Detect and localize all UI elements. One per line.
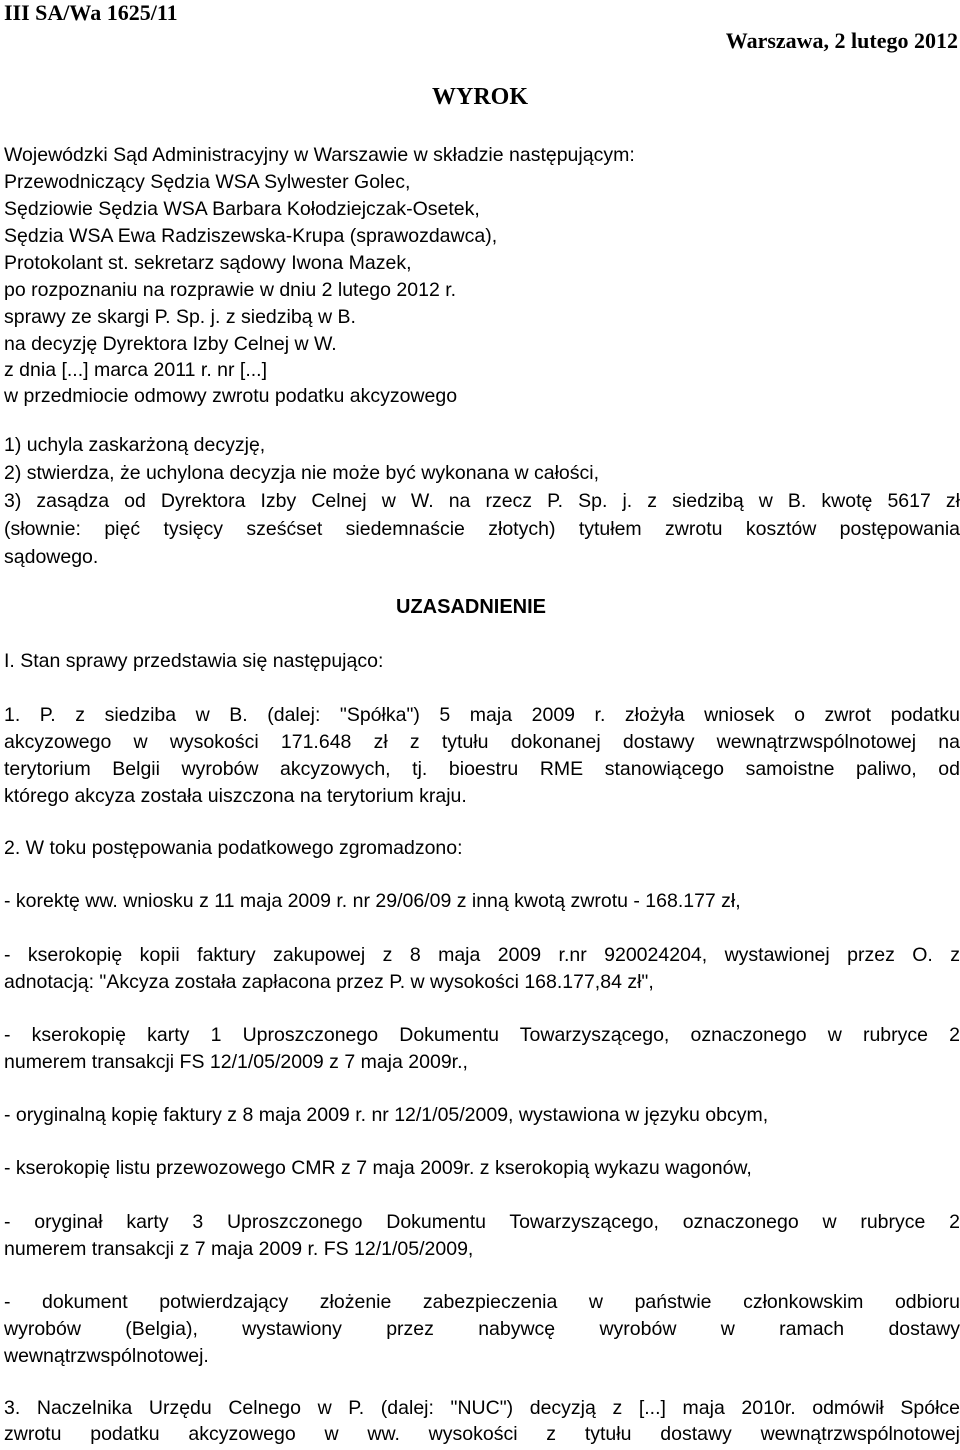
evidence-item-continued: numerem transakcji FS 12/1/05/2009 z 7 maja 2009r., (4, 1051, 468, 1073)
evidence-item: - korektę ww. wniosku z 11 maja 2009 r. nr 29/06/09 z inną kwotą zwrotu - 168.177 zł, (4, 890, 741, 912)
ruling-item: 2) stwierdza, że uchylona decyzja nie może być wykonana w całości, (4, 462, 600, 484)
composition-line: Protokolant st. sekretarz sądowy Iwona Mazek, (4, 252, 412, 274)
place-date: Warszawa, 2 lutego 2012 (725, 28, 958, 53)
evidence-item-continued: adnotacją: "Akcyza została zapłacona przez P. w wysokości 168.177,84 zł", (4, 971, 654, 993)
ruling-item: 3) zasądza od Dyrektora Izby Celnej w W. na rzecz P. Sp. j. z siedzibą w B. kwotę 5617 zł (4, 490, 960, 512)
paragraph-line: 3. Naczelnika Urzędu Celnego w P. (dalej: "NUC") decyzją z [...] maja 2010r. odmówił Spółce (4, 1397, 960, 1419)
evidence-item: - oryginał karty 3 Uproszczonego Dokumentu Towarzyszącego, oznaczonego w rubryce 2 (4, 1211, 960, 1233)
composition-line: sprawy ze skargi P. Sp. j. z siedzibą w B. (4, 306, 356, 328)
section-heading: I. Stan sprawy przedstawia się następująco: (4, 650, 384, 672)
composition-line: na decyzję Dyrektora Izby Celnej w W. (4, 333, 337, 355)
evidence-item-continued: wewnątrzwspólnotowej. (4, 1345, 209, 1367)
composition-line: Przewodniczący Sędzia WSA Sylwester Golec, (4, 171, 411, 193)
ruling-item: 1) uchyla zaskarżoną decyzję, (4, 434, 266, 456)
ruling-item: (słownie: pięć tysięcy sześćset siedemnaście złotych) tytułem zwrotu kosztów postępowania (4, 518, 960, 540)
point-2-heading: 2. W toku postępowania podatkowego zgromadzono: (4, 837, 463, 859)
paragraph-line: 1. P. z siedziba w B. (dalej: "Spółka") 5 maja 2009 r. złożyła wniosek o zwrot podatku (4, 704, 960, 726)
evidence-item: - oryginalną kopię faktury z 8 maja 2009 r. nr 12/1/05/2009, wystawiona w języku obcym, (4, 1104, 769, 1126)
paragraph-line: terytorium Belgii wyrobów akcyzowych, tj. bioestru RME stanowiącego samoistne paliwo, od (4, 758, 960, 780)
paragraph-line: zwrotu podatku akcyzowego w ww. wysokości z tytułu dostawy wewnątrzwspólnotowej (4, 1423, 960, 1445)
document-title: WYROK (432, 84, 528, 110)
composition-line: po rozpoznaniu na rozprawie w dniu 2 lutego 2012 r. (4, 279, 457, 301)
evidence-item-continued: wyrobów (Belgia), wystawiony przez nabywcę wyrobów w ramach dostawy (4, 1318, 960, 1340)
composition-line: Sędzia WSA Ewa Radziszewska-Krupa (sprawozdawca), (4, 225, 498, 247)
justification-heading: UZASADNIENIE (396, 596, 547, 618)
evidence-item: - kserokopię listu przewozowego CMR z 7 maja 2009r. z kserokopią wykazu wagonów, (4, 1157, 752, 1179)
composition-line: w przedmiocie odmowy zwrotu podatku akcyzowego (4, 385, 458, 407)
composition-line: z dnia [...] marca 2011 r. nr [...] (4, 359, 268, 381)
ruling-item: sądowego. (4, 546, 99, 568)
composition-line: Wojewódzki Sąd Administracyjny w Warszawie w składzie następującym: (4, 144, 635, 166)
evidence-item: - dokument potwierdzający złożenie zabezpieczenia w państwie członkowskim odbioru (4, 1291, 960, 1313)
composition-line: Sędziowie Sędzia WSA Barbara Kołodziejczak-Osetek, (4, 198, 480, 220)
evidence-item: - kserokopię kopii faktury zakupowej z 8 maja 2009 r.nr 920024204, wystawionej przez O. z (4, 944, 960, 966)
paragraph-line: którego akcyza została uiszczona na terytorium kraju. (4, 785, 467, 807)
case-number: III SA/Wa 1625/11 (4, 0, 178, 25)
paragraph-line: akcyzowego w wysokości 171.648 zł z tytułu dokonanej dostawy wewnątrzwspólnotowej na (4, 731, 960, 753)
evidence-item: - kserokopię karty 1 Uproszczonego Dokumentu Towarzyszącego, oznaczonego w rubryce 2 (4, 1024, 960, 1046)
evidence-item-continued: numerem transakcji z 7 maja 2009 r. FS 12/1/05/2009, (4, 1238, 474, 1260)
